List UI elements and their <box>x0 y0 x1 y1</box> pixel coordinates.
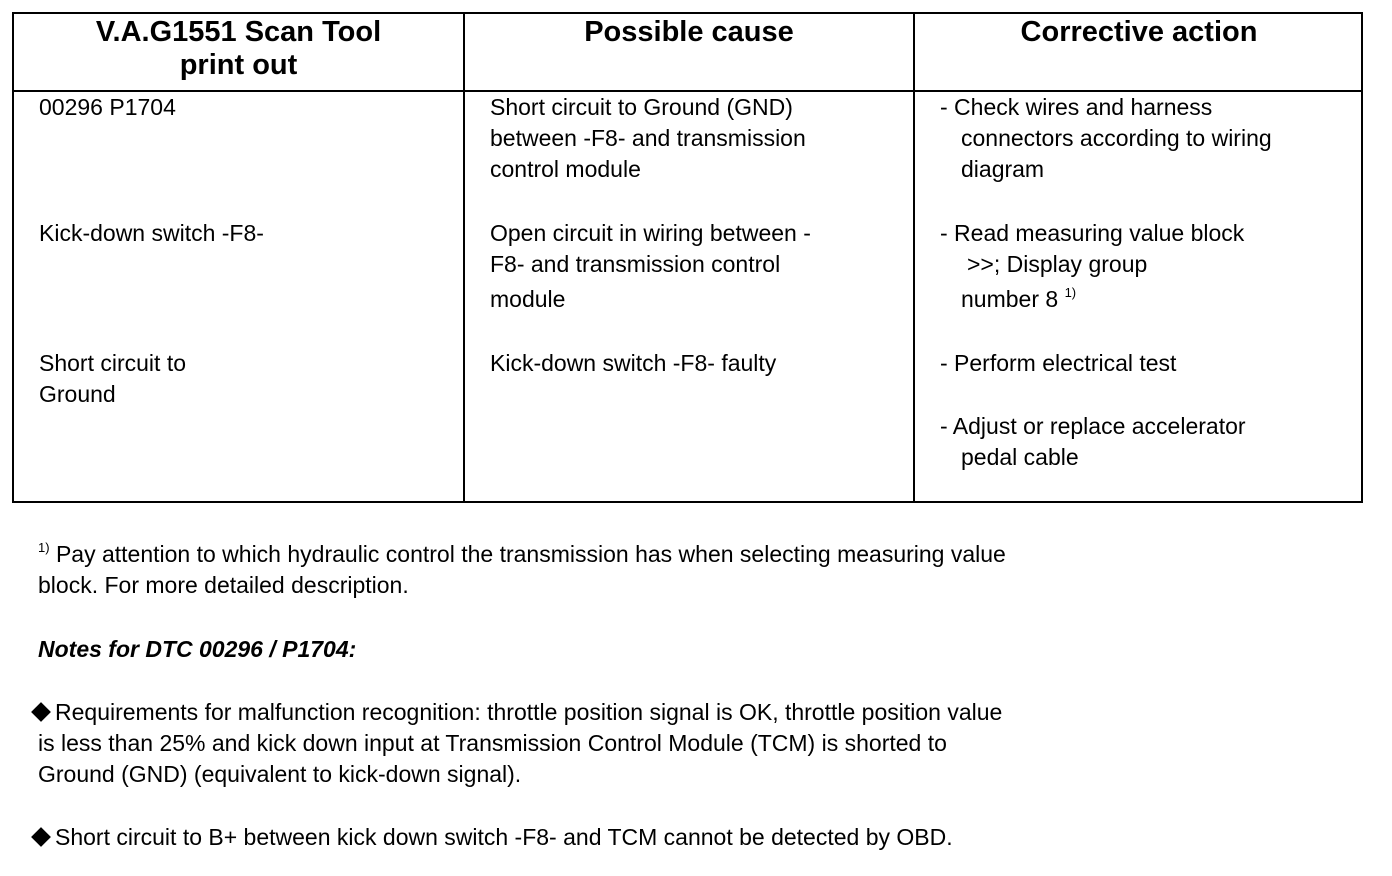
diamond-bullet-icon <box>31 828 51 848</box>
possible-cause-2-line2: F8- and transmission control <box>490 251 781 277</box>
header-scan-tool-line1: V.A.G1551 Scan Tool <box>95 16 382 48</box>
dtc-code: 00296 P1704 <box>39 94 176 120</box>
component-name: Kick-down switch -F8- <box>39 220 264 246</box>
header-corrective-action: Corrective action <box>1020 16 1258 48</box>
note-bullet-1-text: Requirements for malfunction recognition: throttle position signal is OK, throttle position value <box>55 699 1003 725</box>
corrective-action-4-line2: pedal cable <box>961 444 1079 470</box>
note-bullet-2 <box>34 822 953 853</box>
footnote-reference: 1) <box>1064 285 1077 300</box>
corrective-action-1-line1: - Check wires and harness <box>940 94 1213 120</box>
dtc-table <box>12 12 1363 503</box>
note-bullet-1 <box>34 697 1002 790</box>
footnote <box>38 539 1006 601</box>
corrective-action-2-line2: >>; Display group <box>967 251 1148 277</box>
column-divider-2 <box>913 14 915 501</box>
corrective-action-2-line3 <box>940 284 1244 315</box>
footnote-mark: 1) <box>38 540 50 555</box>
footnote-line2: block. For more detailed description. <box>38 572 409 598</box>
fault-type-line1: Short circuit to <box>39 350 186 376</box>
fault-type <box>39 348 186 410</box>
possible-cause-2-line1: Open circuit in wiring between - <box>490 220 811 246</box>
possible-cause-3: Kick-down switch -F8- faulty <box>490 350 777 376</box>
diamond-bullet-icon <box>31 703 51 723</box>
possible-cause-1-line1: Short circuit to Ground (GND) <box>490 94 793 120</box>
corrective-action-2-line1: - Read measuring value block <box>940 220 1245 246</box>
corrective-action-1-line2: connectors according to wiring <box>961 125 1272 151</box>
note-bullet-1-line2: is less than 25% and kick down input at Transmission Control Module (TCM) is shorted to <box>38 730 947 756</box>
corrective-action-1-line3: diagram <box>961 156 1045 182</box>
footnote-line1 <box>38 539 1006 570</box>
possible-cause-1-line2: between -F8- and transmission <box>490 125 806 151</box>
corrective-action-4-line1: - Adjust or replace accelerator <box>940 413 1246 439</box>
fault-type-line2: Ground <box>39 381 116 407</box>
possible-cause-1 <box>490 92 806 185</box>
note-bullet-1-line3: Ground (GND) (equivalent to kick-down signal). <box>38 761 522 787</box>
notes-heading: Notes for DTC 00296 / P1704: <box>38 636 357 662</box>
header-possible-cause: Possible cause <box>584 16 794 48</box>
note-bullet-2-text: Short circuit to B+ between kick down switch -F8- and TCM cannot be detected by OBD. <box>55 824 953 850</box>
corrective-action-3: - Perform electrical test <box>940 350 1177 376</box>
possible-cause-1-line3: control module <box>490 156 641 182</box>
possible-cause-2-line3: module <box>490 286 566 312</box>
corrective-action-1 <box>940 92 1272 185</box>
corrective-action-2 <box>940 218 1244 315</box>
display-group-number: number 8 <box>961 286 1059 312</box>
footnote-text: Pay attention to which hydraulic control the transmission has when selecting measuring value <box>49 541 1006 567</box>
possible-cause-2 <box>490 218 811 315</box>
header-scan-tool <box>14 16 463 82</box>
note-bullet-1-line1 <box>34 697 1002 728</box>
header-scan-tool-line2: print out <box>179 49 298 81</box>
column-divider-1 <box>463 14 465 501</box>
corrective-action-4 <box>940 411 1246 473</box>
